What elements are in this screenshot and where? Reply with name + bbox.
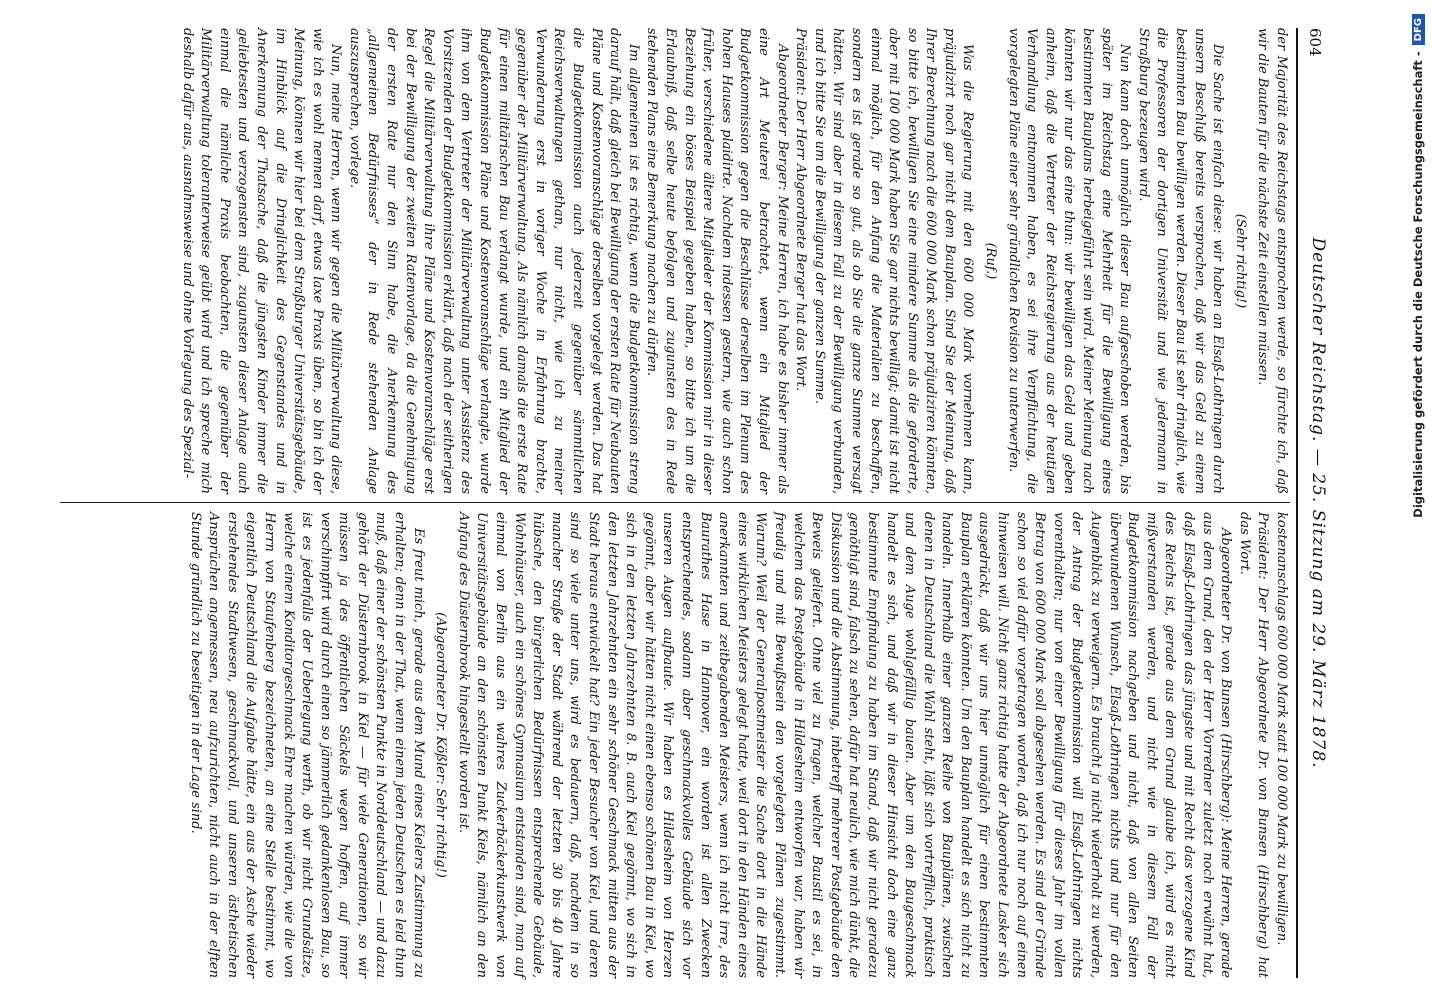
interjection: (Sehr richtig!): [1232, 213, 1248, 309]
left-column: [60, 28, 1290, 494]
paragraph: Was die Regierung mit den 600 000 Mark vornehmen kann, präjudizirt noch gar nicht dem Bauplan. Sind Sie der Meinung, daß Ihrer Berechnung nach die 600 000 Mark schon präjudiziren könnten, so bitte ich, bewilligen Sie eine mindere Summe als die geforderte, aber mit 100 000 Mark haben Sie gar nichts bewilligt; damit ist nicht einmal möglich, für den Anfang die Materialien zu beschaffen, sondern es ist gerade so gut, als ob Sie die ganze Summe versagt hätten. Wir sind aber in diesem Fall zu der Bewilligung verbunden, und ich bitte Sie um die Bewilligung der ganzen Summe.: [811, 28, 976, 494]
interjection: (Ruf.): [983, 242, 999, 280]
interjection: (Abgeordneter Dr. Kößler: Sehr richtig!): [433, 612, 449, 878]
paragraph: Abgeordneter Dr. von Bunsen (Hirschberg): Meine Herren, gerade aus dem Grund, den der Herr Vorredner zuletzt noch erwähnt hat, daß Elsaß-Lothringen das jüngste und mit Recht das verzogene Kind des Reichs ist, gerade aus dem Grund glaube ich, wird es nicht mißverstanden werden, und nicht wie in diesem Fall der Budgetkommission nachgeben und nicht, daß von allen Seiten überwundenen Wunsch, Elsaß-Lothringen nichts und nur für den Augenblick zu verweigern. Es braucht ja nicht wiederholt zu werden, der Antrag der Budgetkommission will Elsaß-Lothringen nichts vorenthalten; nur von einer Bewilligung für dieses Jahr im vollen Betrag von 600 000 Mark soll abgesehen werden. Es sind der Gründe schon so viel dafür vorgetragen worden, daß ich nur noch auf einen hinweisen will. Nicht ganz richtig hatte der Abgeordnete Lasker sich ausgedrückt, daß wir uns hier unmöglich für einen bestimmten Bauplan erklären könnten. Um den Bauplan handelt es sich nicht zu handeln. Innerhalb einer ganzen Reihe von Bauplänen, zwischen denen in Deutschland die Wahl steht, läßt sich vortrefflich, praktisch und dem Auge wohlgefällig bauen. Aber um den Baugeschmack handelt es sich, und daß wir in dieser Hinsicht doch eine ganz bestimmte Empfindung zu haben im Stand, daß wir nicht geradezu genöthigt sind, falsch zu sehen, dafür hat neulich, wie mich dünkt, die Diskussion und die Abstimmung, inbetreff mehrerer Postgebäude den Beweis geliefert. Ohne viel zu fragen, welcher Baustil es sei, in welchem das Postgebäude in Hildesheim entworfen war, haben wir freudig und mit Bewußtsein den vorgelegten Plänen zugestimmt. Warum? Weil der Generalpostmeister die Sache dort in die Hände eines wirklichen Meisters gelegt hatte, weil dort in den Händen eines anerkannten und zeitbegabenden Meisters, wenn ich nicht irre, des Baurathes Hase in Hannover, ein worden ist allen Zwecken entsprechendes, sodann aber geschmackvolles Gebäude sich vor unseren Augen aufbaute. Wir haben es Hildesheim von Herzen gegönnt, aber wir hätten nicht einen ebenso schönen Bau in Kiel, wo sich in den letzten Jahrzehnten 8. B. auch Kiel gegönnt, wo sich in den letzten Jahrzehnten ein sehr schöner Geschmack mitten aus der Stadt heraus entwickelt hat? Ein jeder Besucher von Kiel, und deren sind so viele unter uns, wird es bedauern, daß, nachdem in so mancher Straße der Stadt während der letzten 30 bis 40 Jahre hübsche, den bürgerlichen Bedürfnissen entsprechende Gebäude, Wohnhäuser, auch ein schönes Gymnasium entstanden sind, man auf einmal von Berlin aus ein wahres Zuckerbäckerkunstwerk von Universitätsgebäude an den schönsten Punkt Kiels, nämlich an den Anfang des Düsternbrook hingestellt worden ist.: [455, 512, 1234, 978]
digitization-note-text: [1408, 14, 1428, 994]
paragraph: Nun, meine Herren, wenn wir gegen die Militärverwaltung diese, wie ich es wohl nennen darf, etwas laxe Praxis üben, so bin ich der Meinung, können wir hier bei dem Straßburger Universitätsgebäude, im Hinblick auf die Dringlichkeit des Gegenstandes und in Anerkennung der Thatsache, daß die jüngsten Kinder immer die geliebtesten und verzogensten sind, zugunsten dieser Anlage auch einmal die nämliche Praxis beobachten, die gegenüber der Militärverwaltung toleranterweise geübt wird und ich spreche mich deshalb dafür aus, ausnahmsweise und ohne Vorlegung des Spezial-: [179, 28, 344, 494]
digitization-note: [1406, 6, 1430, 994]
page-header: [1300, 28, 1330, 978]
header-rule: [1296, 28, 1298, 978]
paragraph: Abgeordneter Berger: Meine Herren, ich habe es bisher immer als eine Art Meuterei betrachtet, wenn ein Mitglied der Budgetkommission gegen die Beschlüsse derselben im Plenum des hohen Hauses plaidirte. Nachdem indessen gestern, wie auch schon früher, verschiedene ältere Mitglieder der Kommission mir in dieser Beziehung ein böses Beispiel gegeben haben, so bitte ich um die Erlaubniß, daß selbe heute befolgen und zugunsten des in Rede stehenden Plans eine Bemerkung machen zu dürfen.: [644, 28, 790, 494]
document-page: [30, 0, 1340, 1000]
running-head: Deutscher Reichstag. — 25. Sitzung am 29. März 1878.: [1308, 237, 1328, 769]
page-number: 604: [1306, 28, 1324, 57]
paragraph: kostenanschlags 600 000 Mark statt 100 000 Mark zu bewilligen.: [1274, 512, 1289, 946]
paragraph: Es freut mich, gerade aus dem Mund eines Kielers Zustimmung zu erhalten; denn in der That, wenn einem jeden Deutschen es leid thun muß, daß einer der schönsten Punkte in Norddeutschland — und dazu gehört der Düsternbrook in Kiel — für viele Generationen, so wir müssen ja des öffentlichen Säckels wegen hoffen, auf immer verschimpfirt wird durch einen so jämmerlich gedankenlosen Bau, so ist es jedenfalls der Ueberlegung werth, ob wir nicht Grundsätze, welche einem Konditorgeschmack Ehre machen würden, wie die von Herrn von Staufenberg bezeichneten, an eine Stelle bestimmt, wo eigentlich Deutschland die Aufgabe hätte, ein aus der Asche wieder erstehendes Stadtwesen, geschmackvoll, und unseren ästhetischen Ansprüchen angemessen, neu aufzurichten, nicht auch in der elften Stunde gründlich zu beseitigen in der Lage sind.: [187, 512, 426, 978]
right-column: [60, 512, 1290, 978]
speaker-paragraph: Präsident: Der Herr Abgeordnete Dr. von Bunsen (Hirschberg) hat das Wort.: [1236, 512, 1271, 978]
column-divider: [60, 502, 1290, 503]
dfg-logo: DFG: [1412, 14, 1425, 45]
paragraph: der Majorität des Reichstags entsprochen werde, so fürchte ich, daß wir die Bauten für die nächste Zeit einstellen müssen.: [1255, 28, 1289, 494]
paragraph: Die Sache ist einfach diese: wir haben an Elsaß-Lothringen durch unsern Beschluß bereits versprochen, daß wir das Geld zu einem bestimmten Bau bewilligen werden. Dieser Bau ist sehr dringlich, wie die Professoren der dortigen Universität und wie jedermann in Straßburg bezeugen wird.: [1135, 28, 1226, 494]
paragraph: Nun kann doch unmöglich dieser Bau aufgeschoben werden, bis später im Reichstag eine Mehrheit für die Bewilligung eines bestimmten Bauplans herbeigeführt sein wird. Meiner Meinung nach könnten wir nur das eine thun: wir bewilligen das Geld und geben anheim, daß die Vertreter der Reichsregierung aus der heutigen Verhandlung entnommen haben, es sei ihre Verpflichtung, die vorgelegten Pläne einer sehr gründlichen Revision zu unterwerfen.: [1005, 28, 1133, 494]
paragraph: Im allgemeinen ist es richtig, wenn die Budgetkommission streng darauf hält, daß gleich bei Bewilligung der ersten Rate für Neubauten Pläne und Kostenvoranschläge derselben vorgelegt werden. Das hat die Budgetkommission auch jederzeit gegenüber sämmtlichen Reichsverwaltungen gethan, nur nicht, wie ich zu meiner Verwunderung erst in voriger Woche in Erfahrung brachte, gegenüber der Militärverwaltung. Als nämlich damals die erste Rate für einen militärischen Bau verlangt wurde, und ein Mitglied der Budgetkommission Pläne und Kostenvoranschläge verlangte, wurde ihm von dem Vertreter der Militärverwaltung unter Assistenz des Vorsitzenden der Budgetkommission erklärt, daß nach der seitherigen Regel die Militärverwaltung ihre Pläne und Kostenvoranschläge erst bei der Bewilligung der zweiten Ratenvorlage, da die Genehmigung der ersten Rate nur den Sinn habe, die Anerkennung des „allgemeinen Bedürfnisses“ der in Rede stehenden Anlage auszusprechen, vorlege.: [346, 28, 641, 494]
speaker-paragraph: Präsident: Der Herr Abgeordnete Berger hat das Wort.: [793, 28, 809, 391]
digitization-credit: Digitalisierung gefördert durch die Deutsche Forschungsgemeinschaft -: [1411, 51, 1425, 518]
text-columns: [60, 28, 1290, 978]
